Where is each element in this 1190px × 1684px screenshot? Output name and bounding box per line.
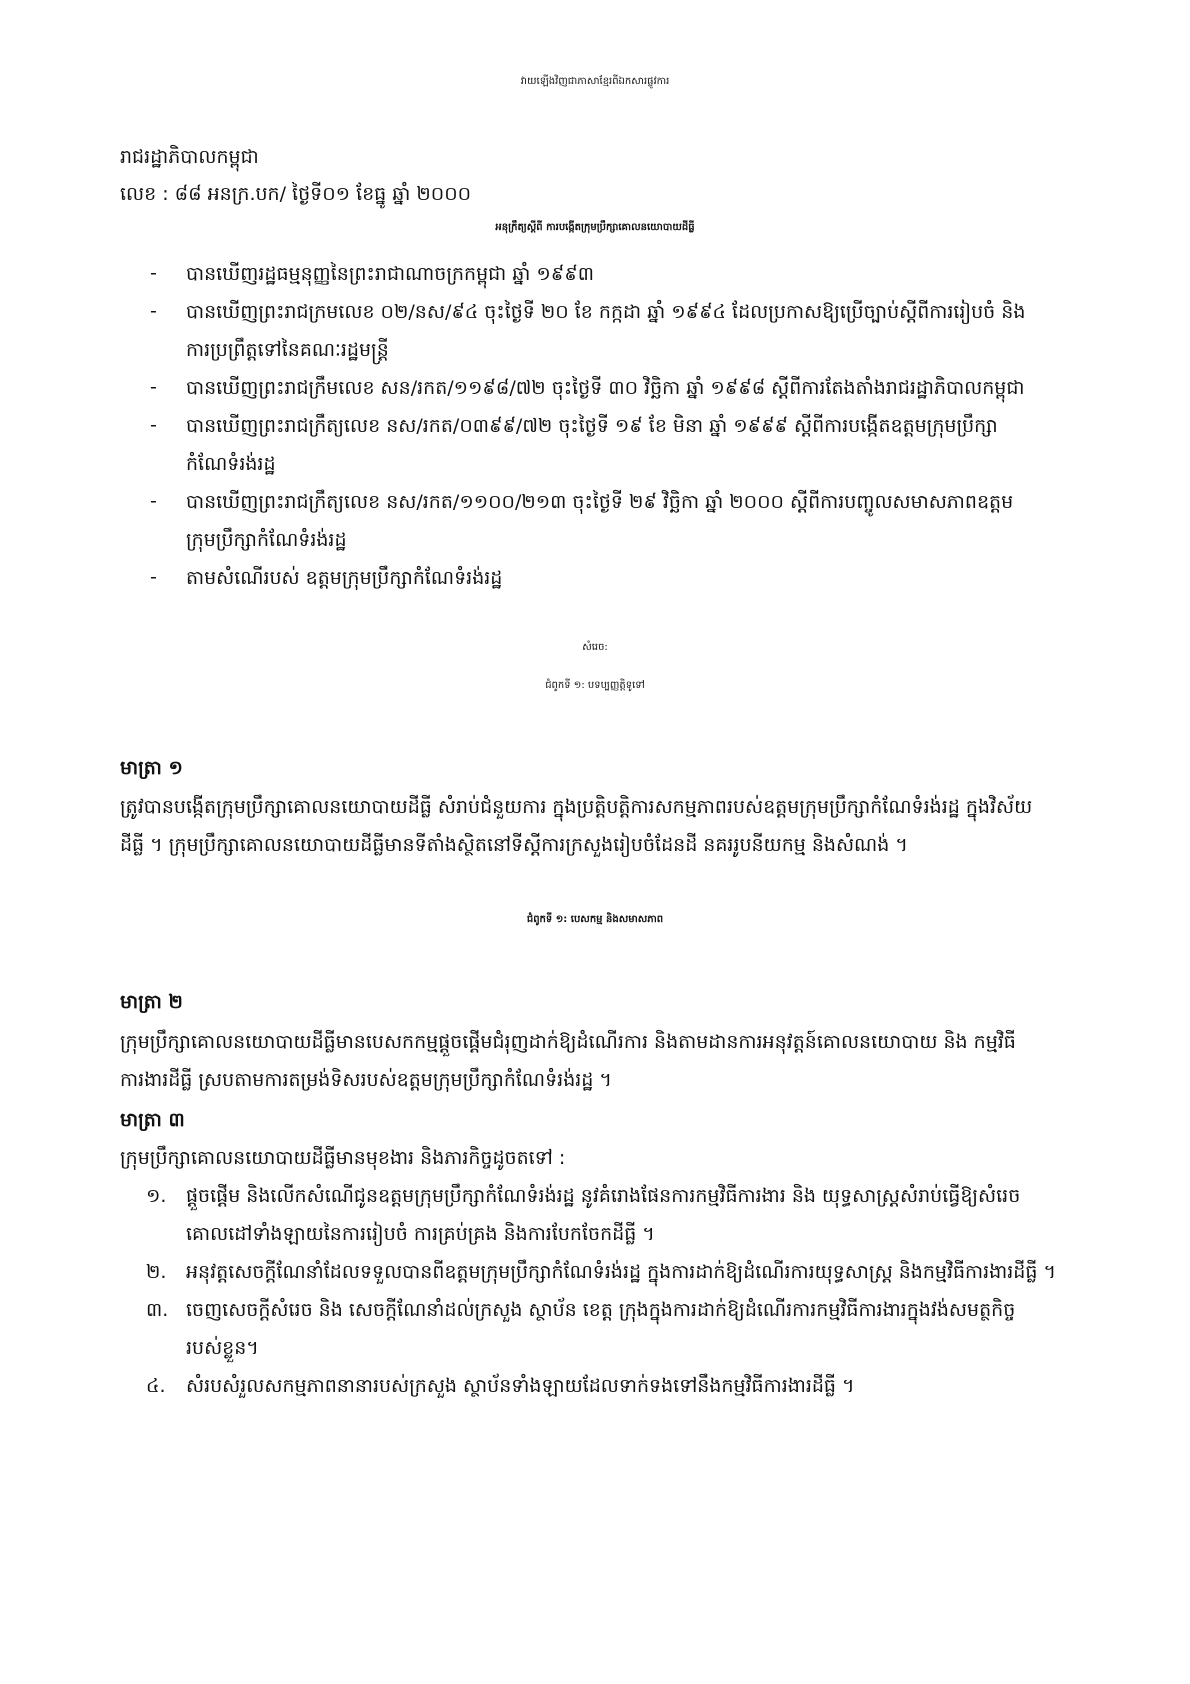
article-heading: មាត្រា ២: [120, 991, 183, 1013]
article-heading: មាត្រា ១: [120, 757, 183, 779]
list-item-text: អនុវត្តសេចក្តីណែនាំដែលទទួលបានពីឧត្តមក្រុមប្រឹក្សាកំណែទំរង់រដ្ឋ ក្នុងការដាក់ឱ្យដំណើរការយុទ្ធសាស្ត្រ និងកម្មវិធីការងារដីធ្លី ។: [186, 1261, 1056, 1283]
list-item-text: របស់ខ្លួន។: [186, 1337, 259, 1359]
document-title: អនុក្រឹត្យស្តីពី ការបង្កើតក្រុមប្រឹក្សាគោលនយោបាយដីធ្លី: [495, 222, 695, 233]
list-item-text: ក្រុមប្រឹក្សាកំណែទំរង់រដ្ឋ: [186, 529, 347, 551]
list-item-text: ចេញសេចក្តីសំរេច និង សេចក្តីណែនាំដល់ក្រសួង ស្ថាប័ន ខេត្ត ក្រុងក្នុងការដាក់ឱ្យដំណើរការកម្មវិធីការងារក្នុងវង់សមត្ថកិច្ច: [186, 1299, 1016, 1321]
list-item-text: តាមសំណើរបស់ ឧត្តមក្រុមប្រឹក្សាកំណែទំរង់រដ្ឋ: [186, 567, 503, 589]
list-marker: -: [150, 376, 157, 398]
list-item-text: ការប្រព្រឹត្តទៅនៃគណៈរដ្ឋមន្ត្រី: [186, 339, 389, 361]
list-item-text: បានឃើញព្រះរាជក្រឹមលេខ សន/រកត/១១៩៨/៧២ ចុះថ្ងៃទី ៣០ វិច្ឆិកា ឆ្នាំ ១៩៩៨ ស្តីពីការតែងតាំងរាជរដ្ឋាភិបាលកម្ពុជា: [186, 377, 1025, 399]
list-marker: -: [150, 414, 157, 436]
list-item-text: បានឃើញរដ្ឋធម្មនុញ្ញនៃព្រះរាជាណាចក្រកម្ពុជា ឆ្នាំ ១៩៩៣: [186, 263, 594, 285]
chapter-intro-heading: ជំពូកទី ១: បទប្បញ្ញត្តិទូទៅ: [545, 680, 645, 691]
list-item-text: បានឃើញព្រះរាជក្រឹត្យលេខ នស/រកត/១១០០/២១៣ ចុះថ្ងៃទី ២៩ វិច្ឆិកា ឆ្នាំ ២០០០ ស្តីពីការបញ្ចូលសមាសភាពឧត្តម: [186, 491, 1014, 513]
list-item-text: បានឃើញព្រះរាជក្រមលេខ ០២/នស/៩៤ ចុះថ្ងៃទី ២០ ខែ កក្កដា ឆ្នាំ ១៩៩៤ ដែលប្រកាសឱ្យប្រើច្បាប់ស្តីពីការរៀបចំ និង: [186, 301, 1026, 323]
chapter-heading: ជំពូកទី ១: បេសកម្ម និងសមាសភាព: [526, 914, 664, 925]
list-number: ២.: [146, 1261, 167, 1283]
list-item-text: បានឃើញព្រះរាជក្រឹត្យលេខ នស/រកត/០៣៩៩/៧២ ចុះថ្ងៃទី ១៩ ខែ មិនា ឆ្នាំ ១៩៩៩ ស្តីពីការបង្កើតឧត្តមក្រុមប្រឹក្សា: [186, 415, 998, 437]
list-item-text: សំរបសំរួលសកម្មភាពនានារបស់ក្រសួង ស្ថាប័នទាំងឡាយដែលទាក់ទងទៅនឹងកម្មវិធីការងារដីធ្លី ។: [186, 1375, 855, 1397]
list-item-text: គោលដៅទាំងឡាយនៃការរៀបចំ ការគ្រប់គ្រង និងការបែកចែកដីធ្លី ។: [186, 1223, 655, 1245]
reference-number: លេខ : ៨៨ អនក្រ.បក/ ថ្ងៃទី០១ ខែធ្នូ ឆ្នាំ ២០០០: [120, 183, 472, 205]
decides-heading: សំរេច:: [582, 642, 608, 653]
list-item-text: ផ្តួចផ្តើម និងលើកសំណើជូនឧត្តមក្រុមប្រឹក្សាកំណែទំរង់រដ្ឋ នូវគំរោងផែនការកម្មវិធីការងារ និង យុទ្ធសាស្ត្រសំរាប់ធ្វើឱ្យសំរេច: [186, 1185, 1021, 1207]
list-marker: -: [150, 300, 157, 322]
article-text: ដីធ្លី ។ ក្រុមប្រឹក្សាគោលនយោបាយដីធ្លីមានទីតាំងស្ថិតនៅទីស្តីការក្រសួងរៀបចំដែនដី នគររូបនីយកម្ម និងសំណង់ ។: [120, 834, 908, 856]
list-marker: -: [150, 566, 157, 588]
list-marker: -: [150, 262, 157, 284]
list-marker: -: [150, 490, 157, 512]
government-name: រាជរដ្ឋាភិបាលកម្ពុជា: [120, 146, 259, 168]
article-text: ក្រុមប្រឹក្សាគោលនយោបាយដីធ្លីមានបេសកកម្មផ្តួចផ្តើមជំរុញដាក់ឱ្យដំណើរការ និងតាមដានការអនុវត្តន៍គោលនយោបាយ និង កម្មវិធី: [120, 1031, 1016, 1053]
document-header: វាយឡើងវិញជាភាសាខ្មែរពីឯកសារផ្លូវការ: [520, 76, 670, 87]
article-heading: មាត្រា ៣: [120, 1109, 185, 1131]
list-number: ១.: [146, 1185, 167, 1207]
list-item-text: កំណែទំរង់រដ្ឋ: [186, 453, 276, 475]
article-text: ត្រូវបានបង្កើតក្រុមប្រឹក្សាគោលនយោបាយដីធ្លី សំរាប់ជំនួយការ ក្នុងប្រត្តិបត្តិការសកម្មភាពរបស់ឧត្តមក្រុមប្រឹក្សាកំណែទំរង់រដ្ឋ ក្នុងវិស័យ: [120, 796, 1033, 818]
list-number: ៤.: [146, 1375, 166, 1397]
article-intro: ក្រុមប្រឹក្សាគោលនយោបាយដីធ្លីមានមុខងារ និងភារកិច្ចដូចតទៅ :: [120, 1147, 566, 1169]
list-number: ៣.: [146, 1299, 169, 1321]
article-text: ការងារដីធ្លី ស្របតាមការតម្រង់ទិសរបស់ឧត្តមក្រុមប្រឹក្សាកំណែទំរង់រដ្ឋ ។: [120, 1069, 612, 1091]
